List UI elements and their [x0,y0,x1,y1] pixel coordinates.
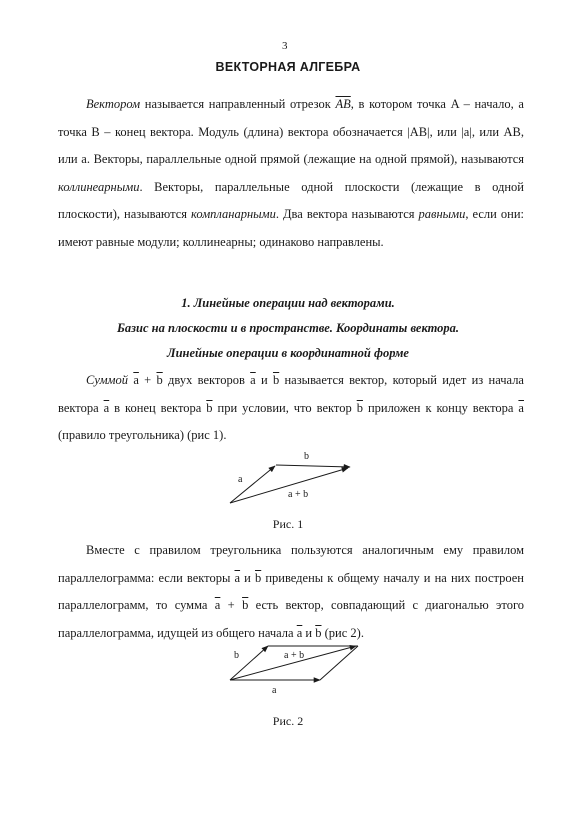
figure-2-caption: Рис. 2 [272,714,304,728]
parallelogram-paragraph: Вместе с правилом треугольника пользуются аналогичным ему правилом параллелограмма: если векторы $\overline{a}$ и $\overline{b}$ приведены к общему началу и на них построен параллелограмм, то сумма $\overline{a} + \overline{b}$ есть вектор, совпадающий с диагональю этого параллелограмма, идущей из общего начала $\overline{a}$ и $\overline{b}$ (рис 2). [58,543,525,640]
figure-1-triangle-rule [220,445,360,510]
fig2-label-sum: a + b [284,650,305,661]
modulus-ab: |AB| [407,124,430,139]
fig2-label-a: a [272,685,277,696]
term-vector: Вектором [86,97,141,111]
section-line-3: Линейные операции в координатной форме [167,346,409,360]
term-equal: равными [418,207,466,221]
intro-paragraph: Вектором называется направленный отрезок $\overline{AB}$, в котором точка A – начало, а точка B – конец вектора. Модуль (длина) вектора обозначается |AB|, или |a|, или AB, или a. Векторы, параллельные одной прямой (лежащие на одной прямой), называются коллинеарными. Векторы, параллельные одной плоскости (лежащие в одной плоскости), называются компланарными. Два вектора называются равными, если они: имеют равные модули; коллинеарны; одинаково направлены. [58,97,525,249]
fig2-label-b: b [234,650,239,661]
vector-a-arrow [230,466,275,503]
vector-b-arrow [276,465,350,467]
term-collinear: коллинеарными [58,179,140,194]
section-line-1: 1. Линейные операции над векторами. [181,296,395,310]
fig1-label-a: a [238,474,243,485]
term-coplanar: компланарными [191,207,276,221]
modulus-a: |a| [461,124,472,139]
figure-2-parallelogram-rule [220,640,370,700]
fig1-label-b: b [304,451,309,462]
term-sum: Суммой [86,373,129,387]
figure-1-caption: Рис. 1 [272,517,304,531]
section-heading [0,291,576,366]
vector-ab: $\overline{AB}$ [335,97,351,111]
section-line-2: Базис на плоскости и в пространстве. Координаты вектора. [116,321,460,335]
page-number: 3 [282,40,288,52]
sum-paragraph: Суммой $\overline{a} + \overline{b}$ двух векторов $\overline{a}$ и $\overline{b}$ называется вектор, который идет из начала вектора $\overline{a}$ в конец вектора $\overline{b}$ при условии, что вектор $\overline{b}$ приложен к концу вектора $\overline{a}$ (правило треугольника) (рис 1). [58,373,524,442]
fig1-label-sum: a + b [288,489,309,500]
page-title: ВЕКТОРНАЯ АЛГЕБРА [215,60,361,74]
